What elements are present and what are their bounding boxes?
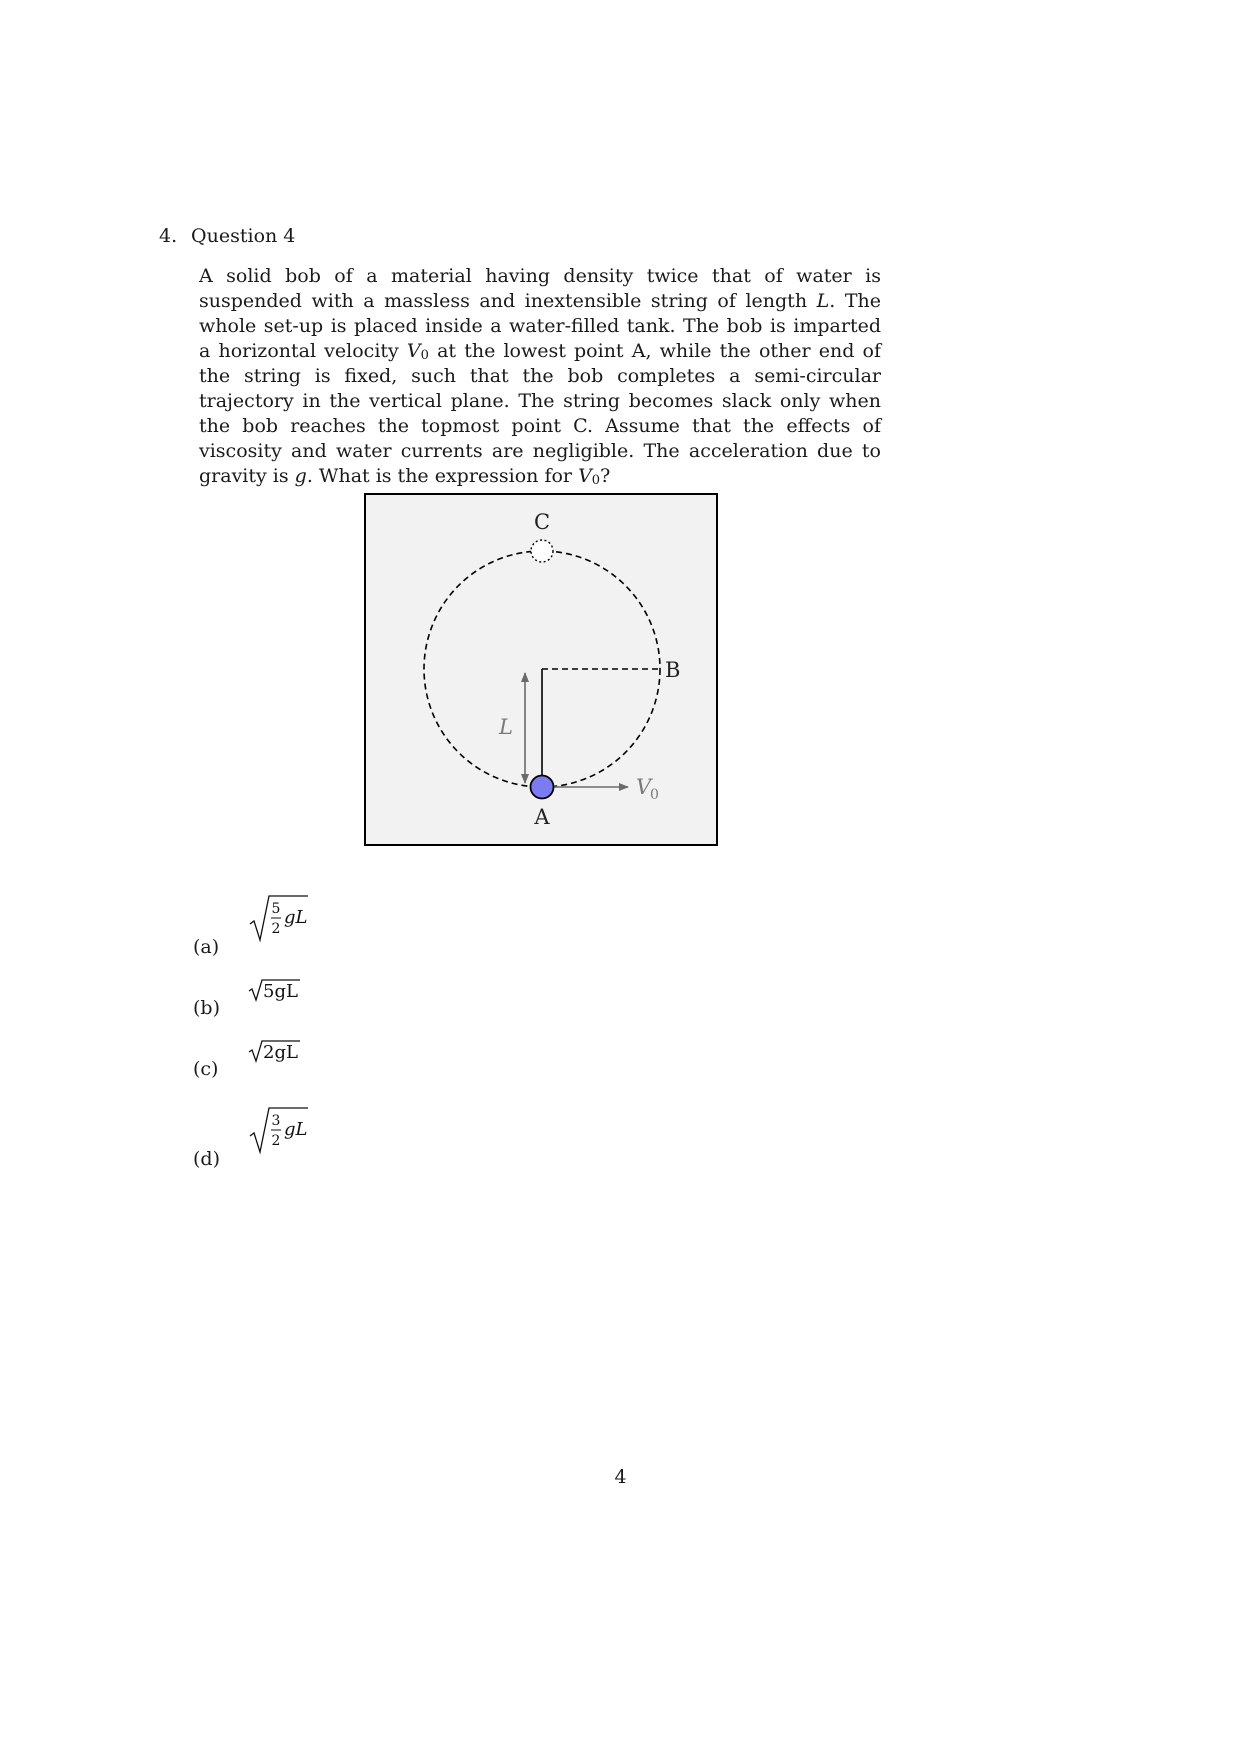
label-length: L [499,715,513,739]
bob-position-c [531,540,553,562]
sqrt-2gl [248,1039,304,1063]
question-text-subscript: 0 [420,348,429,363]
pendulum-diagram [364,493,718,846]
radicand-tail: gL [284,1119,308,1140]
label-a: A [534,805,550,829]
question-heading [159,224,295,248]
option-a-label[interactable]: (a) [193,936,220,958]
fraction-denominator: 2 [271,1133,281,1149]
radicand: 2gL [263,1042,298,1063]
question-text-math: V [578,465,592,487]
option-d-expression[interactable] [248,1105,312,1155]
fraction-numerator: 5 [271,901,281,917]
fraction-denominator: 2 [271,921,281,937]
option-b-expression[interactable] [248,978,304,1002]
fraction-numerator: 3 [271,1113,281,1129]
question-text-math: g [294,465,307,487]
question-text-part: . The whole set-up is placed inside a water-filled tank. The bob is imparted a horizontal velocity [199,290,882,362]
question-text-math: V [406,340,421,362]
question-text [199,264,881,489]
question-text-part: . What is the expression for [306,465,579,487]
radicand-tail: gL [284,907,308,928]
label-velocity-subscript: 0 [650,787,659,803]
question-text-math: L [816,290,830,312]
sqrt-five-halves-gl [248,893,312,943]
label-c: C [533,510,551,534]
label-velocity: V [636,775,652,799]
pendulum-figure [364,493,718,846]
option-c-expression[interactable] [248,1039,304,1063]
option-d-label[interactable]: (d) [193,1148,220,1170]
radicand: 5gL [263,981,298,1002]
bob [531,776,554,799]
option-c-label[interactable]: (c) [193,1058,219,1080]
question-text-subscript: 0 [591,473,601,488]
sqrt-three-halves-gl [248,1105,312,1155]
question-text-part: at the lowest point A, while the other end of the string is fixed, such that the bob completes a semi-circular trajectory in the vertical plane. The string becomes slack only when the bob reaches the topmost point C. Assume that the effects of viscosity and water currents are negligible. The acceleration due to gravity is [199,340,881,487]
option-b-label[interactable]: (b) [193,997,220,1019]
question-number: 4. [159,225,178,247]
sqrt-5gl [248,978,304,1002]
label-b: B [665,658,681,682]
question-text-part: A solid bob of a material having density twice that of water is suspended with a massless and inextensible string of length [199,265,881,312]
option-a-expression[interactable] [248,893,312,943]
question-text-part: ? [600,465,611,487]
page-number: 4 [614,1466,627,1488]
question-title: Question 4 [191,225,296,247]
